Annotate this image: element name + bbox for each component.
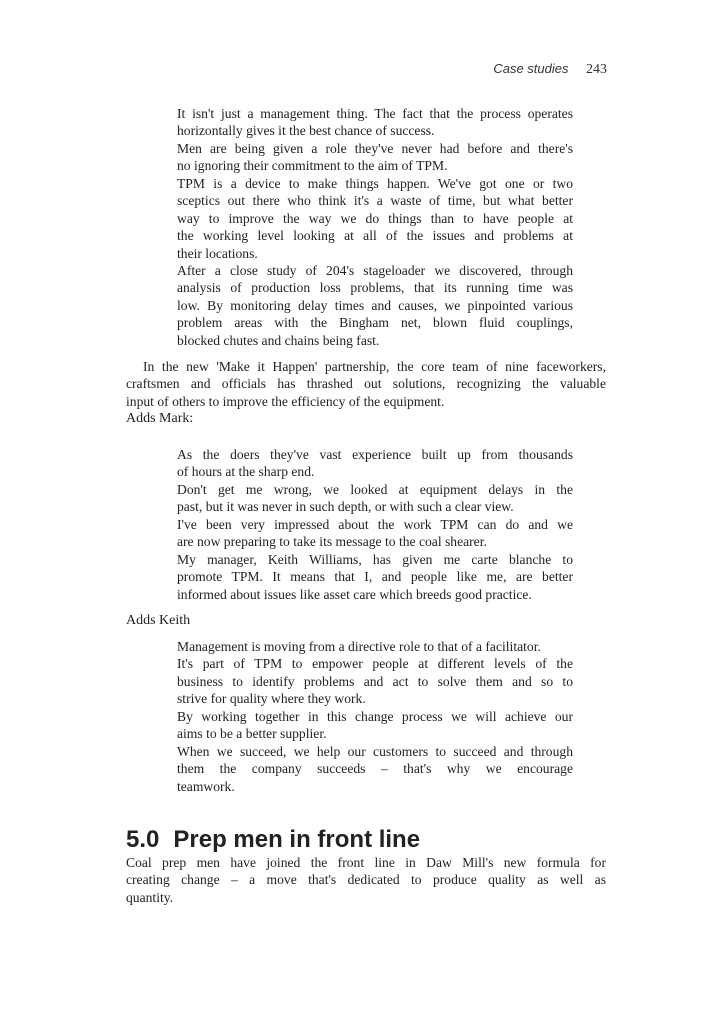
- text-line: sceptics out there who think it's a waste of time, but what better: [177, 193, 573, 209]
- text-line: problem areas with the Bingham net, blown fluid couplings,: [177, 315, 573, 331]
- text-line: their locations.: [177, 245, 258, 261]
- text-line: analysis of production loss problems, that its running time was: [177, 280, 573, 296]
- text-line: aims to be a better supplier.: [177, 726, 327, 742]
- paragraph: [126, 854, 606, 906]
- text-line: way to improve the way we do things than to have people at: [177, 210, 573, 226]
- text-line: As the doers they've vast experience built up from thousands: [177, 447, 573, 462]
- paragraph: [177, 516, 573, 551]
- paragraph: [177, 140, 573, 175]
- section-number: 5.0: [126, 826, 160, 853]
- text-line: I've been very impressed about the work TPM can do and we: [177, 516, 573, 532]
- quote-block-keith: [177, 638, 573, 795]
- body-paragraph-partnership: [126, 358, 606, 410]
- text-line: blocked chutes and chains being fast.: [177, 332, 380, 348]
- text-line: creating change – a move that's dedicated to produce quality as well as: [126, 872, 606, 888]
- section-heading: [126, 826, 420, 854]
- paragraph: [177, 105, 573, 140]
- page-number: 243: [586, 62, 607, 77]
- text-line: informed about issues like asset care which breeds good practice.: [177, 586, 532, 602]
- label-adds-mark: Adds Mark:: [126, 411, 194, 426]
- body-paragraph-prep-men: [126, 854, 606, 906]
- text-line: craftsmen and officials has thrashed out solutions, recognizing the valuable: [126, 376, 606, 392]
- text-line: quantity.: [126, 889, 174, 905]
- text-line: My manager, Keith Williams, has given me carte blanche to: [177, 551, 573, 567]
- text-line: the working level looking at all of the issues and problems at: [177, 228, 573, 244]
- text-line: Men are being given a role they've never had before and there's: [177, 140, 573, 156]
- text-line: After a close study of 204's stageloader we discovered, through: [177, 262, 573, 278]
- text-line: It isn't just a management thing. The fact that the process operates: [177, 106, 573, 121]
- text-line: It's part of TPM to empower people at different levels of the: [177, 656, 573, 672]
- paragraph: [177, 708, 573, 743]
- text-line: past, but it was never in such depth, or with such a clear view.: [177, 499, 514, 515]
- text-line: input of others to improve the efficiency of the equipment.: [126, 393, 445, 409]
- text-line: them the company succeeds – that's why we encourage: [177, 761, 573, 777]
- text-line: business to identify problems and act to solve them and so to: [177, 673, 573, 689]
- text-line: no ignoring their commitment to the aim of TPM.: [177, 158, 448, 174]
- text-line: By working together in this change process we will achieve our: [177, 708, 573, 724]
- quote-block-1: [177, 105, 573, 349]
- paragraph: [177, 551, 573, 603]
- paragraph: [177, 481, 573, 516]
- paragraph: [177, 743, 573, 795]
- text-line: are now preparing to take its message to the coal shearer.: [177, 534, 487, 550]
- paragraph: [177, 638, 573, 655]
- text-line: strive for quality where they work.: [177, 691, 366, 707]
- text-line: low. By monitoring delay times and causes, we pinpointed various: [177, 297, 573, 313]
- text-line: teamwork.: [177, 778, 235, 794]
- text-line: TPM is a device to make things happen. We've got one or two: [177, 175, 573, 191]
- paragraph: [177, 655, 573, 707]
- text-line: horizontally gives it the best chance of success.: [177, 123, 435, 139]
- text-line: of hours at the sharp end.: [177, 464, 315, 480]
- text-line: Don't get me wrong, we looked at equipment delays in the: [177, 481, 573, 497]
- text-line: Management is moving from a directive role to that of a facilitator.: [177, 639, 541, 654]
- text-line: When we succeed, we help our customers to succeed and through: [177, 743, 573, 759]
- label-adds-keith: Adds Keith: [126, 613, 191, 628]
- paragraph: [126, 358, 606, 410]
- paragraph: [177, 446, 573, 481]
- quote-block-mark: [177, 446, 573, 603]
- section-title: Case studies: [493, 61, 569, 76]
- text-line: In the new 'Make it Happen' partnership, the core team of nine faceworkers,: [143, 359, 606, 374]
- text-line: Coal prep men have joined the front line in Daw Mill's new formula for: [126, 855, 606, 870]
- text-line: promote TPM. It means that I, and people like me, are better: [177, 569, 573, 585]
- running-header: [493, 61, 607, 78]
- paragraph: [177, 262, 573, 349]
- paragraph: [177, 175, 573, 262]
- section-heading-title: Prep men in front line: [173, 826, 421, 853]
